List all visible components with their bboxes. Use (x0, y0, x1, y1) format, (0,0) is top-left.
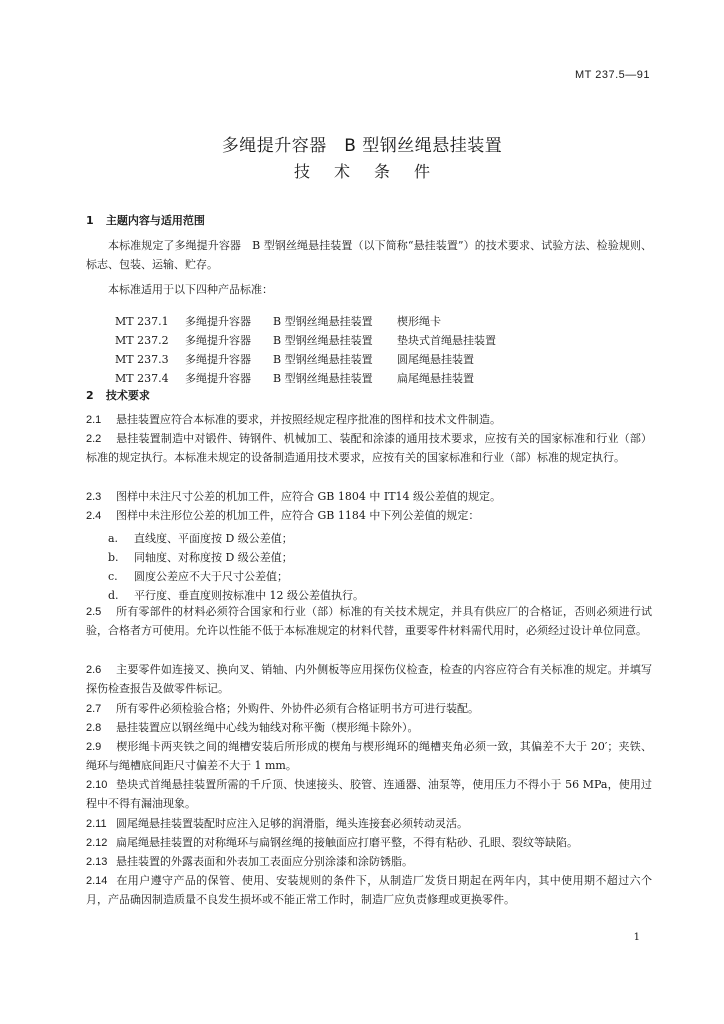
clause-text: 所有零部件的材料必须符合国家和行业（部）标准的有关技术规定，并具有供应厂的合格证，否则必须进行试验，合格者方可使用。允许以性能不低于本标准规定的材料代替，重要零件材料需代用时，必须经过设计单位同意。 (86, 605, 652, 637)
clause-text: 圆尾绳悬挂装置装配时应注入足够的润滑脂，绳头连接套必须转动灵活。 (116, 817, 468, 830)
list-item-text: 直线度、平面度按 D 级公差值； (134, 532, 293, 545)
list-item-marker: d. (108, 589, 119, 602)
clause-text: 楔形绳卡两夹铁之间的绳槽安装后所形成的楔角与楔形绳环的绳槽夹角必须一致，其偏差不大于 20′；夹铁、绳环与绳槽底间距尺寸偏差不大于 1 mm。 (86, 740, 652, 772)
clause-text: 垫块式首绳悬挂装置所需的千斤顶、快速接头、胶管、连通器、油泵等，使用压力不得小于 56 MPa，使用过程中不得有漏油现象。 (86, 778, 652, 810)
standard-part-c: 垫块式首绳悬挂装置 (397, 334, 496, 347)
section-number: 1 (86, 214, 94, 227)
clause-text: 悬挂装置制造中对锻件、铸钢件、机械加工、装配和涂漆的通用技术要求，应按有关的国家标准和行业（部）标准的规定执行。本标准未规定的设备制造通用技术要求，应按有关的国家标准和行业（部）标准的规定执行。 (86, 432, 652, 464)
section-title: 主题内容与适用范围 (105, 214, 205, 227)
section-2-heading (86, 387, 150, 403)
clause-2-14 (86, 872, 652, 910)
standard-code: MT 237.4 (115, 372, 169, 385)
standard-list-item (108, 357, 474, 386)
document-subtitle: 技术条件 (293, 162, 454, 181)
clause-text: 图样中未注形位公差的机加工件，应符合 GB 1184 中下列公差值的规定： (116, 509, 480, 522)
standard-part-b: B 型钢丝绳悬挂装置 (273, 334, 373, 347)
standard-code: MT 237.3 (115, 353, 169, 366)
list-item (108, 568, 288, 584)
standard-part-c: 扁尾绳悬挂装置 (397, 372, 474, 385)
section-number: 2 (86, 389, 94, 402)
list-item-marker: a. (108, 532, 119, 545)
clause-number: 2.12 (86, 837, 108, 849)
standard-part-a: 多绳提升容器 (185, 353, 251, 366)
clause-2-6 (86, 661, 652, 699)
standard-part-a: 多绳提升容器 (185, 315, 251, 328)
list-item (108, 530, 293, 546)
document-title: 多绳提升容器 B 型钢丝绳悬挂装置 (221, 136, 503, 156)
clause-number: 2.2 (86, 433, 102, 445)
clause-2-7 (86, 700, 652, 719)
clause-2-12 (86, 834, 652, 853)
clause-2-3 (86, 488, 652, 507)
standard-part-a: 多绳提升容器 (185, 334, 251, 347)
clause-text: 悬挂装置的外露表面和外表加工表面应分别涂漆和涂防锈脂。 (116, 855, 413, 868)
clause-2-5 (86, 603, 652, 641)
clause-number: 2.3 (86, 491, 102, 503)
standard-part-b: B 型钢丝绳悬挂装置 (273, 315, 373, 328)
standard-code: MT 237.2 (115, 334, 169, 347)
clause-text: 悬挂装置应符合本标准的要求，并按照经规定程序批准的图样和技术文件制造。 (116, 413, 501, 426)
clause-2-2 (86, 430, 652, 468)
clause-2-9 (86, 738, 652, 776)
clause-number: 2.7 (86, 703, 102, 715)
standard-part-b: B 型钢丝绳悬挂装置 (273, 353, 373, 366)
page-number: 1 (633, 932, 640, 943)
clause-2-4 (86, 507, 652, 526)
clause-2-1 (86, 411, 652, 430)
clause-2-8 (86, 719, 652, 738)
standard-part-a: 多绳提升容器 (185, 372, 251, 385)
clause-number: 2.13 (86, 856, 108, 868)
section-1-heading (86, 212, 205, 228)
clause-number: 2.8 (86, 722, 102, 734)
clause-text: 所有零件必须检验合格；外购件、外协件必须有合格证明书方可进行装配。 (116, 702, 479, 715)
standard-part-c: 圆尾绳悬挂装置 (397, 353, 474, 366)
clause-text: 在用户遵守产品的保管、使用、安装规则的条件下，从制造厂发货日期起在两年内，其中使用期不超过六个月，产品确因制造质量不良发生损坏或不能正常工作时，制造厂应负责修理或更换零件。 (86, 874, 652, 906)
clause-text: 悬挂装置应以钢丝绳中心线为轴线对称平衡（楔形绳卡除外）。 (116, 721, 419, 734)
clause-number: 2.1 (86, 414, 102, 426)
list-item-text: 同轴度、对称度按 D 级公差值； (134, 551, 293, 564)
clause-number: 2.10 (86, 779, 108, 791)
clause-text: 图样中未注尺寸公差的机加工件，应符合 GB 1804 中 IT14 级公差值的规定。 (116, 490, 502, 503)
clause-2-10 (86, 776, 652, 814)
paragraph-applicability: 本标准适用于以下四种产品标准： (108, 283, 273, 296)
clause-number: 2.11 (86, 818, 107, 830)
clause-number: 2.4 (86, 510, 102, 522)
clause-number: 2.6 (86, 664, 102, 676)
paragraph-scope: 本标准规定了多绳提升容器 B 型钢丝绳悬挂装置（以下简称“悬挂装置”）的技术要求、试验方法、检验规则、标志、包装、运输、贮存。 (86, 239, 652, 271)
clause-number: 2.9 (86, 741, 102, 753)
clause-text: 主要零件如连接叉、换向叉、销轴、内外侧板等应用探伤仪检查，检查的内容应符合有关标准的规定。并填写探伤检查报告及做零件标记。 (86, 663, 652, 695)
clause-2-13 (86, 853, 652, 872)
standard-code: MT 237.5—91 (574, 69, 650, 81)
list-item-text: 平行度、垂直度则按标准中 12 级公差值执行。 (134, 589, 364, 602)
clause-number: 2.5 (86, 606, 102, 618)
standard-part-b: B 型钢丝绳悬挂装置 (273, 372, 373, 385)
list-item (108, 549, 293, 565)
list-item-marker: c. (108, 570, 118, 583)
clause-text: 扁尾绳悬挂装置的对称绳环与扁钢丝绳的接触面应打磨平整，不得有粘砂、孔眼、裂纹等缺陷。 (116, 836, 578, 849)
list-item-text: 圆度公差应不大于尺寸公差值； (134, 570, 288, 583)
clause-2-11 (86, 815, 652, 834)
clause-number: 2.14 (86, 875, 108, 887)
list-item (108, 587, 364, 603)
section-title: 技术要求 (105, 389, 150, 402)
list-item-marker: b. (108, 551, 119, 564)
standard-code: MT 237.1 (115, 315, 169, 328)
standard-part-c: 楔形绳卡 (397, 315, 441, 328)
